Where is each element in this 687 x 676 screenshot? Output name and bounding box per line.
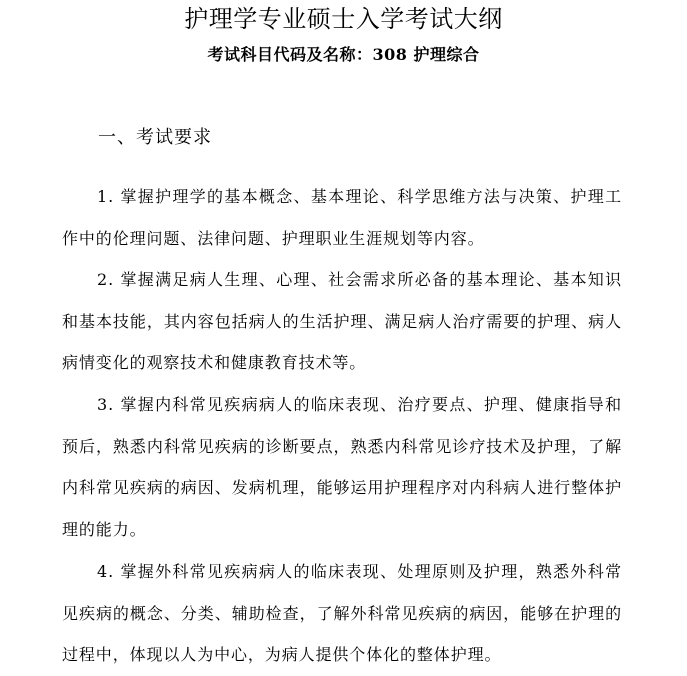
requirement-paragraph-3: 3. 掌握内科常见疾病病人的临床表现、治疗要点、护理、健康指导和预后，熟悉内科常见疾病的诊断要点，熟悉内科常见诊疗技术及护理，了解内科常见疾病的病因、发病机理，能够运用护理程序对内科病人进行整体护理的能力。: [62, 395, 622, 539]
exam-subject-subtitle: 考试科目代码及名称：308 护理综合: [207, 45, 480, 64]
document-title: 护理学专业硕士入学考试大纲: [184, 5, 503, 33]
requirement-paragraph-2: 2. 掌握满足病人生理、心理、社会需求所必备的基本理论、基本知识和基本技能，其内容包括病人的生活护理、满足病人治疗需要的护理、病人病情变化的观察技术和健康教育技术等。: [62, 270, 622, 372]
section-heading-exam-requirements: 一、考试要求: [98, 127, 212, 148]
requirement-paragraph-1: 1. 掌握护理学的基本概念、基本理论、科学思维方法与决策、护理工作中的伦理问题、法律问题、护理职业生涯规划等内容。: [62, 187, 622, 248]
requirement-paragraph-4: 4. 掌握外科常见疾病病人的临床表现、处理原则及护理，熟悉外科常见疾病的概念、分类、辅助检查，了解外科常见疾病的病因，能够在护理的过程中，体现以人为中心，为病人提供个体化的整体护理。: [62, 562, 622, 664]
